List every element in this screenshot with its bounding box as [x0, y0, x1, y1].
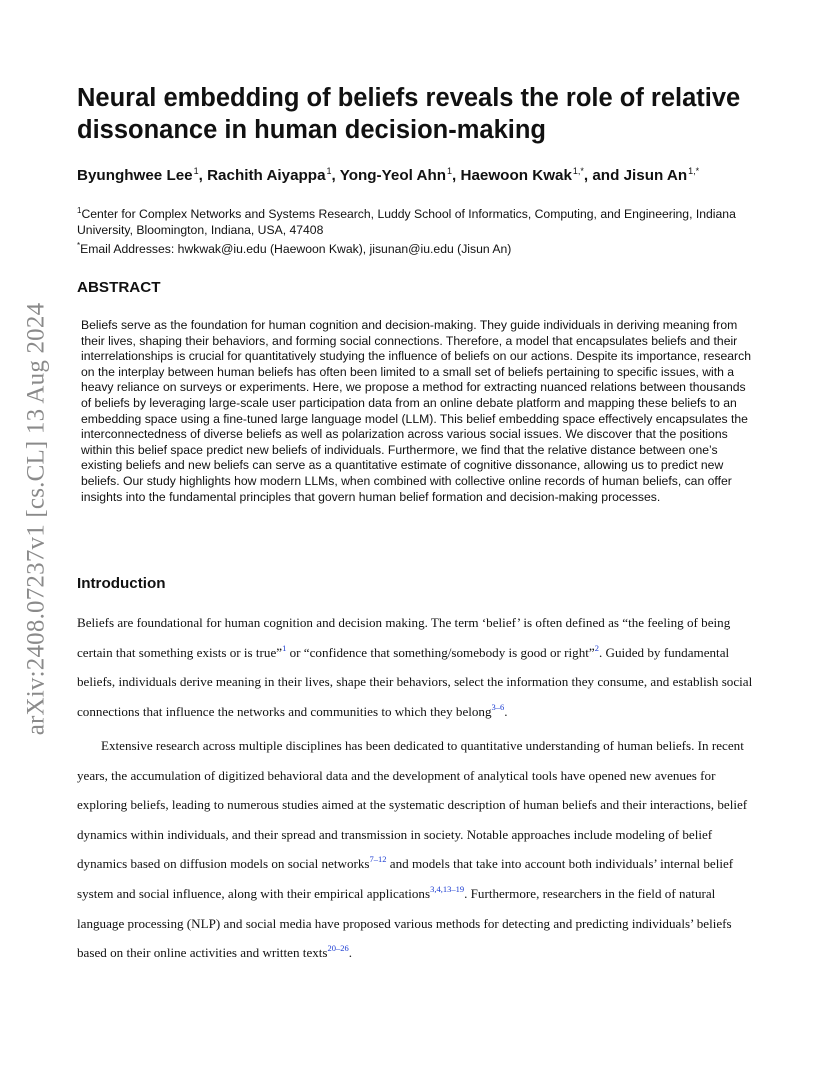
- author-affiliation-marker: 1: [326, 166, 332, 176]
- paper-title: Neural embedding of beliefs reveals the role of relative dissonance in human decision-making: [77, 84, 741, 144]
- affiliations: [77, 203, 767, 258]
- author-separator: ,: [331, 167, 340, 184]
- text-run: or “confidence that something/somebody is good or right”: [286, 644, 595, 660]
- citation-link[interactable]: 1: [282, 642, 287, 653]
- text-run: and models that take into account both individuals’ internal belief system and social influence, along with their empirical applications: [77, 856, 734, 901]
- abstract-heading: ABSTRACT: [77, 279, 161, 296]
- email-text: Email Addresses: hwkwak@iu.edu (Haewoon Kwak), jisunan@iu.edu (Jisun An): [80, 242, 512, 256]
- affiliation-1: [77, 203, 767, 238]
- intro-paragraph-2: [77, 731, 753, 968]
- affiliation-marker: 1: [77, 206, 82, 215]
- author-name: Jisun An: [623, 167, 688, 184]
- author-name: Haewoon Kwak: [460, 167, 572, 184]
- text-run: . Furthermore, researchers in the field of natural language processing (NLP) and social media have proposed various methods for detecting and predicting individuals’ beliefs based on their online activities and written texts: [77, 885, 732, 961]
- text-run: Extensive research across multiple disciplines has been dedicated to quantitative understanding of human beliefs. In recent years, the accumulation of digitized behavioral data and the development of analytical tools have opened new avenues for exploring beliefs, leading to numerous studies aimed at the systematic description of human beliefs and their interactions, belief dynamics within individuals, and their spread and transmission in society. Notable approaches include modeling of belief dynamics based on diffusion models on social networks: [77, 738, 748, 872]
- citation-link[interactable]: 3,4,13–19: [430, 883, 465, 894]
- introduction-heading: Introduction: [77, 575, 166, 592]
- author-affiliation-marker: 1: [447, 166, 453, 176]
- intro-paragraph-1: [77, 608, 753, 726]
- affiliation-text: Center for Complex Networks and Systems Research, Luddy School of Informatics, Computing, and Engineering, Indiana University, Bloomington, Indiana, USA, 47408: [77, 207, 736, 237]
- author-separator: , and: [583, 167, 624, 184]
- citation-link[interactable]: 3–6: [491, 701, 505, 712]
- author-separator: ,: [198, 167, 208, 184]
- author-affiliation-marker: 1: [193, 166, 199, 176]
- author-name: Yong-Yeol Ahn: [339, 167, 447, 184]
- citation-link[interactable]: 20–26: [327, 943, 349, 954]
- arxiv-watermark: [20, 280, 52, 758]
- email-marker: *: [77, 241, 81, 250]
- citation-link[interactable]: 2: [594, 642, 599, 653]
- email-addresses: [77, 238, 767, 258]
- text-run: .: [504, 703, 508, 719]
- abstract-text: Beliefs serve as the foundation for human cognition and decision-making. They guide individuals in deriving meaning from their lives, shaping their behaviors, and forming social connections. Therefore, a model that encapsulates beliefs and their interrelationships is crucial for quantitatively studying the influence of beliefs on our actions. Despite its importance, research on the interplay between human beliefs has often been limited to a small set of beliefs pertaining to specific issues, with a heavy reliance on surveys or experiments. Here, we propose a method for extracting nuanced relations between thousands of beliefs by leveraging large-scale user participation data from an online debate platform and mapping these beliefs to an embedding space using a fine-tuned large language model (LLM). This belief embedding space effectively encapsulates the interconnectedness of diverse beliefs as well as polarization across various social issues. We discover that the positions within this belief space predict new beliefs of individuals. Furthermore, we find that the relative distance between one’s existing beliefs and new beliefs can serve as a quantitative estimate of cognitive dissonance, allowing us to predict new beliefs. Our study highlights how modern LLMs, when combined with collective online records of human beliefs, can offer insights into the fundamental principles that govern human belief formation and decision-making processes.: [81, 318, 751, 504]
- author-name: Byunghwee Lee: [77, 167, 193, 184]
- author-affiliation-marker: 1,*: [688, 166, 700, 176]
- author-affiliation-marker: 1,*: [572, 166, 584, 176]
- citation-link[interactable]: 7–12: [369, 854, 387, 865]
- author-separator: ,: [452, 167, 461, 184]
- author-list: [77, 161, 777, 186]
- text-run: Beliefs are foundational for human cognition and decision making. The term ‘belief’ is often defined as “the feeling of being certain that something exists or is true”: [77, 615, 731, 660]
- author-name: Rachith Aiyappa: [207, 167, 326, 184]
- text-run: . Guided by fundamental beliefs, individuals derive meaning in their lives, shape their behaviors, select the information they consume, and establish social connections that influence the networks and communities to which they belong: [77, 644, 753, 719]
- text-run: .: [348, 945, 353, 961]
- arxiv-identifier: arXiv:2408.07237v1 [cs.CL] 13 Aug 2024: [22, 302, 50, 736]
